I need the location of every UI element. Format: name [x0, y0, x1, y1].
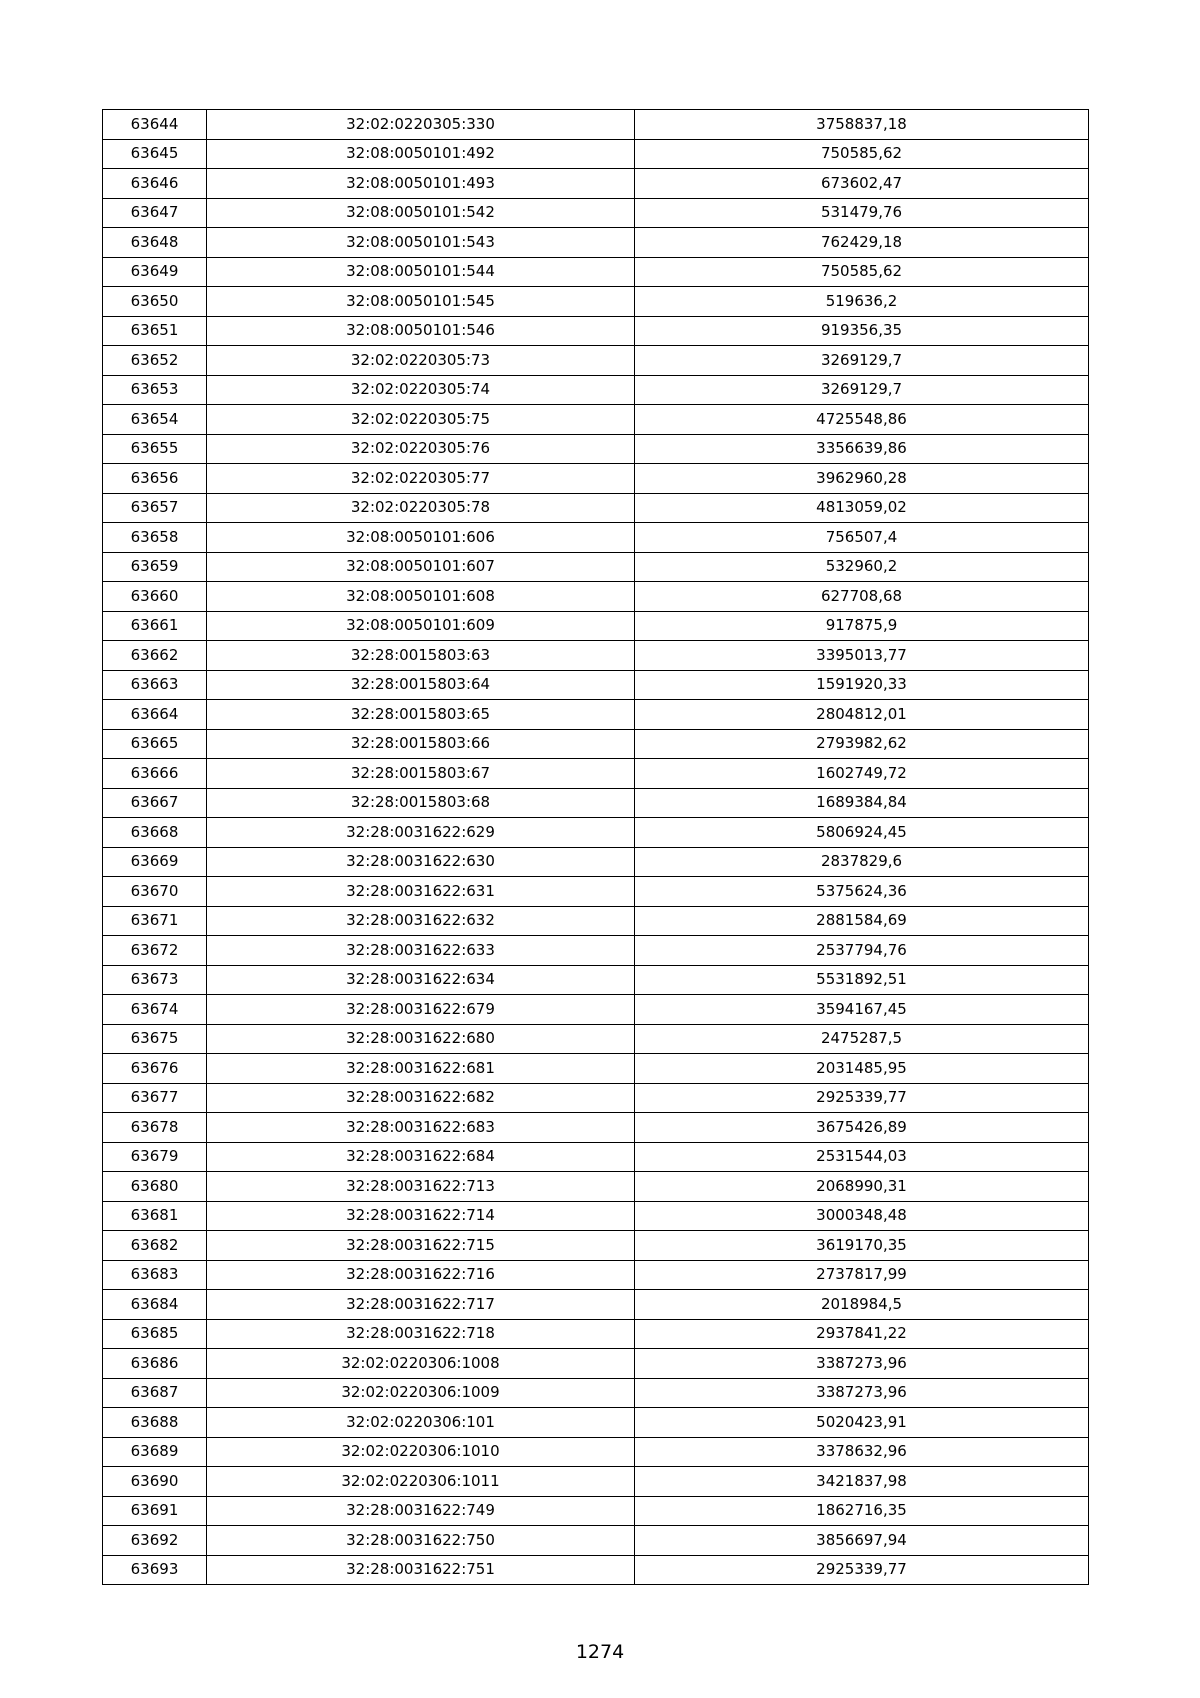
- cadastral-number-cell: 32:08:0050101:543: [207, 228, 635, 258]
- table-row: [103, 1349, 1089, 1379]
- cadastral-number-cell: 32:28:0015803:64: [207, 670, 635, 700]
- cadastral-number-cell: 32:28:0015803:67: [207, 759, 635, 789]
- table-row: [103, 582, 1089, 612]
- cadastral-value-cell: 3378632,96: [635, 1437, 1089, 1467]
- cadastral-value-cell: 627708,68: [635, 582, 1089, 612]
- cadastral-number-cell: 32:02:0220306:1008: [207, 1349, 635, 1379]
- row-number-cell: 63669: [103, 847, 207, 877]
- cadastral-number-cell: 32:28:0031622:631: [207, 877, 635, 907]
- table-row: [103, 316, 1089, 346]
- cadastral-number-cell: 32:02:0220305:74: [207, 375, 635, 405]
- cadastral-number-cell: 32:08:0050101:493: [207, 169, 635, 199]
- cadastral-value-cell: 673602,47: [635, 169, 1089, 199]
- row-number-cell: 63663: [103, 670, 207, 700]
- cadastral-number-cell: 32:28:0031622:713: [207, 1172, 635, 1202]
- row-number-cell: 63660: [103, 582, 207, 612]
- row-number-cell: 63653: [103, 375, 207, 405]
- row-number-cell: 63678: [103, 1113, 207, 1143]
- table-row: [103, 434, 1089, 464]
- cadastral-value-cell: 1602749,72: [635, 759, 1089, 789]
- cadastral-number-cell: 32:02:0220305:330: [207, 110, 635, 140]
- table-row: [103, 847, 1089, 877]
- cadastral-number-cell: 32:08:0050101:544: [207, 257, 635, 287]
- cadastral-value-cell: 2793982,62: [635, 729, 1089, 759]
- table-row: [103, 877, 1089, 907]
- table-row: [103, 1555, 1089, 1585]
- cadastral-number-cell: 32:28:0015803:63: [207, 641, 635, 671]
- cadastral-value-cell: 2537794,76: [635, 936, 1089, 966]
- row-number-cell: 63688: [103, 1408, 207, 1438]
- cadastral-number-cell: 32:28:0031622:629: [207, 818, 635, 848]
- cadastral-value-cell: 532960,2: [635, 552, 1089, 582]
- cadastral-number-cell: 32:08:0050101:542: [207, 198, 635, 228]
- cadastral-number-cell: 32:28:0031622:749: [207, 1496, 635, 1526]
- row-number-cell: 63675: [103, 1024, 207, 1054]
- cadastral-number-cell: 32:28:0031622:633: [207, 936, 635, 966]
- table-row: [103, 788, 1089, 818]
- row-number-cell: 63677: [103, 1083, 207, 1113]
- cadastral-number-cell: 32:08:0050101:492: [207, 139, 635, 169]
- table-row: [103, 700, 1089, 730]
- cadastral-number-cell: 32:28:0015803:66: [207, 729, 635, 759]
- cadastral-number-cell: 32:02:0220305:76: [207, 434, 635, 464]
- row-number-cell: 63658: [103, 523, 207, 553]
- row-number-cell: 63683: [103, 1260, 207, 1290]
- row-number-cell: 63644: [103, 110, 207, 140]
- cadastral-number-cell: 32:28:0031622:714: [207, 1201, 635, 1231]
- row-number-cell: 63662: [103, 641, 207, 671]
- row-number-cell: 63657: [103, 493, 207, 523]
- cadastral-value-cell: 2837829,6: [635, 847, 1089, 877]
- table-row: [103, 641, 1089, 671]
- row-number-cell: 63672: [103, 936, 207, 966]
- cadastral-value-cell: 2804812,01: [635, 700, 1089, 730]
- table-row: [103, 1113, 1089, 1143]
- cadastral-value-cell: 756507,4: [635, 523, 1089, 553]
- cadastral-value-cell: 3758837,18: [635, 110, 1089, 140]
- cadastral-value-cell: 3269129,7: [635, 375, 1089, 405]
- table-row: [103, 1467, 1089, 1497]
- table-row: [103, 1024, 1089, 1054]
- cadastral-number-cell: 32:28:0031622:751: [207, 1555, 635, 1585]
- cadastral-value-cell: 762429,18: [635, 228, 1089, 258]
- row-number-cell: 63673: [103, 965, 207, 995]
- table-row: [103, 287, 1089, 317]
- cadastral-value-cell: 2031485,95: [635, 1054, 1089, 1084]
- table-row: [103, 1231, 1089, 1261]
- row-number-cell: 63687: [103, 1378, 207, 1408]
- table-row: [103, 1201, 1089, 1231]
- row-number-cell: 63685: [103, 1319, 207, 1349]
- table-row: [103, 552, 1089, 582]
- cadastral-value-cell: 4725548,86: [635, 405, 1089, 435]
- table-row: [103, 139, 1089, 169]
- cadastral-number-cell: 32:28:0015803:68: [207, 788, 635, 818]
- table-row: [103, 1319, 1089, 1349]
- cadastral-value-cell: 531479,76: [635, 198, 1089, 228]
- cadastral-value-cell: 3675426,89: [635, 1113, 1089, 1143]
- row-number-cell: 63684: [103, 1290, 207, 1320]
- row-number-cell: 63649: [103, 257, 207, 287]
- row-number-cell: 63661: [103, 611, 207, 641]
- cadastral-value-cell: 3962960,28: [635, 464, 1089, 494]
- table-row: [103, 375, 1089, 405]
- row-number-cell: 63671: [103, 906, 207, 936]
- cadastral-number-cell: 32:02:0220306:1011: [207, 1467, 635, 1497]
- row-number-cell: 63667: [103, 788, 207, 818]
- table-row: [103, 965, 1089, 995]
- cadastral-value-cell: 2068990,31: [635, 1172, 1089, 1202]
- cadastral-number-cell: 32:02:0220305:78: [207, 493, 635, 523]
- row-number-cell: 63691: [103, 1496, 207, 1526]
- row-number-cell: 63693: [103, 1555, 207, 1585]
- cadastral-value-cell: 2925339,77: [635, 1555, 1089, 1585]
- cadastral-number-cell: 32:28:0031622:750: [207, 1526, 635, 1556]
- table-row: [103, 906, 1089, 936]
- cadastral-value-cell: 750585,62: [635, 257, 1089, 287]
- row-number-cell: 63645: [103, 139, 207, 169]
- table-row: [103, 523, 1089, 553]
- cadastral-number-cell: 32:02:0220306:101: [207, 1408, 635, 1438]
- row-number-cell: 63648: [103, 228, 207, 258]
- cadastral-value-cell: 917875,9: [635, 611, 1089, 641]
- table-row: [103, 1172, 1089, 1202]
- table-row: [103, 1290, 1089, 1320]
- cadastral-value-cell: 2881584,69: [635, 906, 1089, 936]
- row-number-cell: 63670: [103, 877, 207, 907]
- row-number-cell: 63664: [103, 700, 207, 730]
- cadastral-value-cell: 2018984,5: [635, 1290, 1089, 1320]
- cadastral-value-cell: 5375624,36: [635, 877, 1089, 907]
- table-row: [103, 1260, 1089, 1290]
- cadastral-value-cell: 3594167,45: [635, 995, 1089, 1025]
- table-row: [103, 1142, 1089, 1172]
- cadastral-number-cell: 32:08:0050101:607: [207, 552, 635, 582]
- table-row: [103, 936, 1089, 966]
- cadastral-value-cell: 3356639,86: [635, 434, 1089, 464]
- cadastral-value-cell: 1862716,35: [635, 1496, 1089, 1526]
- cadastral-value-cell: 3269129,7: [635, 346, 1089, 376]
- table-row: [103, 257, 1089, 287]
- row-number-cell: 63654: [103, 405, 207, 435]
- cadastral-number-cell: 32:08:0050101:606: [207, 523, 635, 553]
- row-number-cell: 63679: [103, 1142, 207, 1172]
- table-row: [103, 228, 1089, 258]
- table-row: [103, 1378, 1089, 1408]
- row-number-cell: 63647: [103, 198, 207, 228]
- table-row: [103, 493, 1089, 523]
- cadastral-value-cell: 2737817,99: [635, 1260, 1089, 1290]
- row-number-cell: 63668: [103, 818, 207, 848]
- cadastral-number-cell: 32:28:0031622:632: [207, 906, 635, 936]
- table-row: [103, 1526, 1089, 1556]
- cadastral-value-cell: 4813059,02: [635, 493, 1089, 523]
- table-row: [103, 759, 1089, 789]
- cadastral-value-cell: 519636,2: [635, 287, 1089, 317]
- cadastral-value-cell: 2475287,5: [635, 1024, 1089, 1054]
- cadastral-number-cell: 32:28:0031622:684: [207, 1142, 635, 1172]
- cadastral-number-cell: 32:28:0031622:683: [207, 1113, 635, 1143]
- cadastral-value-table: [102, 109, 1089, 1585]
- cadastral-value-cell: 1591920,33: [635, 670, 1089, 700]
- table-row: [103, 818, 1089, 848]
- table-row: [103, 1437, 1089, 1467]
- cadastral-number-cell: 32:28:0031622:717: [207, 1290, 635, 1320]
- cadastral-value-cell: 2937841,22: [635, 1319, 1089, 1349]
- cadastral-number-cell: 32:08:0050101:608: [207, 582, 635, 612]
- row-number-cell: 63666: [103, 759, 207, 789]
- table-row: [103, 995, 1089, 1025]
- cadastral-value-cell: 919356,35: [635, 316, 1089, 346]
- row-number-cell: 63676: [103, 1054, 207, 1084]
- table-row: [103, 198, 1089, 228]
- cadastral-number-cell: 32:02:0220305:77: [207, 464, 635, 494]
- row-number-cell: 63656: [103, 464, 207, 494]
- table-row: [103, 1496, 1089, 1526]
- cadastral-value-cell: 2925339,77: [635, 1083, 1089, 1113]
- row-number-cell: 63659: [103, 552, 207, 582]
- table-row: [103, 1083, 1089, 1113]
- table-body: [103, 110, 1089, 1585]
- cadastral-value-cell: 3856697,94: [635, 1526, 1089, 1556]
- cadastral-value-cell: 3421837,98: [635, 1467, 1089, 1497]
- row-number-cell: 63651: [103, 316, 207, 346]
- table-row: [103, 110, 1089, 140]
- row-number-cell: 63655: [103, 434, 207, 464]
- cadastral-value-cell: 5020423,91: [635, 1408, 1089, 1438]
- row-number-cell: 63674: [103, 995, 207, 1025]
- row-number-cell: 63681: [103, 1201, 207, 1231]
- row-number-cell: 63686: [103, 1349, 207, 1379]
- cadastral-number-cell: 32:28:0031622:682: [207, 1083, 635, 1113]
- cadastral-value-cell: 3387273,96: [635, 1349, 1089, 1379]
- cadastral-number-cell: 32:28:0031622:679: [207, 995, 635, 1025]
- cadastral-number-cell: 32:08:0050101:545: [207, 287, 635, 317]
- cadastral-number-cell: 32:08:0050101:609: [207, 611, 635, 641]
- cadastral-value-cell: 2531544,03: [635, 1142, 1089, 1172]
- table-row: [103, 464, 1089, 494]
- table-row: [103, 729, 1089, 759]
- table-row: [103, 670, 1089, 700]
- cadastral-number-cell: 32:28:0031622:634: [207, 965, 635, 995]
- row-number-cell: 63690: [103, 1467, 207, 1497]
- row-number-cell: 63665: [103, 729, 207, 759]
- table-row: [103, 169, 1089, 199]
- row-number-cell: 63682: [103, 1231, 207, 1261]
- cadastral-number-cell: 32:28:0031622:715: [207, 1231, 635, 1261]
- cadastral-number-cell: 32:02:0220306:1009: [207, 1378, 635, 1408]
- cadastral-number-cell: 32:28:0031622:718: [207, 1319, 635, 1349]
- cadastral-value-cell: 3395013,77: [635, 641, 1089, 671]
- table-row: [103, 611, 1089, 641]
- cadastral-number-cell: 32:02:0220305:75: [207, 405, 635, 435]
- row-number-cell: 63689: [103, 1437, 207, 1467]
- page-number: 1274: [575, 1641, 625, 1663]
- table-row: [103, 346, 1089, 376]
- row-number-cell: 63680: [103, 1172, 207, 1202]
- cadastral-value-cell: 3387273,96: [635, 1378, 1089, 1408]
- cadastral-value-cell: 5806924,45: [635, 818, 1089, 848]
- row-number-cell: 63646: [103, 169, 207, 199]
- cadastral-value-cell: 3619170,35: [635, 1231, 1089, 1261]
- cadastral-value-cell: 750585,62: [635, 139, 1089, 169]
- table-row: [103, 1054, 1089, 1084]
- row-number-cell: 63652: [103, 346, 207, 376]
- cadastral-number-cell: 32:28:0031622:630: [207, 847, 635, 877]
- row-number-cell: 63650: [103, 287, 207, 317]
- cadastral-value-cell: 1689384,84: [635, 788, 1089, 818]
- cadastral-number-cell: 32:28:0031622:680: [207, 1024, 635, 1054]
- row-number-cell: 63692: [103, 1526, 207, 1556]
- cadastral-value-cell: 3000348,48: [635, 1201, 1089, 1231]
- cadastral-number-cell: 32:28:0031622:716: [207, 1260, 635, 1290]
- cadastral-number-cell: 32:28:0015803:65: [207, 700, 635, 730]
- cadastral-number-cell: 32:02:0220305:73: [207, 346, 635, 376]
- cadastral-number-cell: 32:28:0031622:681: [207, 1054, 635, 1084]
- table-row: [103, 1408, 1089, 1438]
- cadastral-value-cell: 5531892,51: [635, 965, 1089, 995]
- cadastral-number-cell: 32:02:0220306:1010: [207, 1437, 635, 1467]
- cadastral-number-cell: 32:08:0050101:546: [207, 316, 635, 346]
- table-row: [103, 405, 1089, 435]
